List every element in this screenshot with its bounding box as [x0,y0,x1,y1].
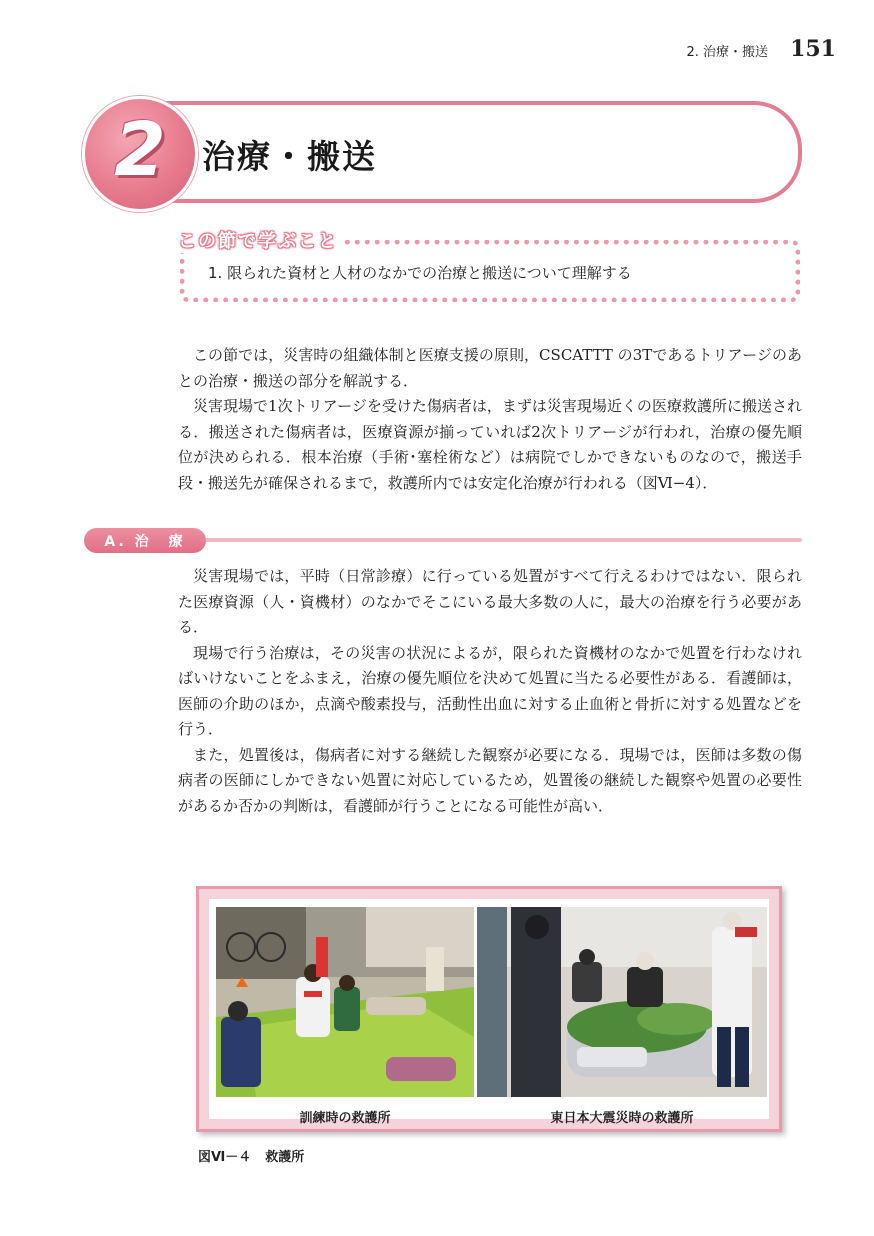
section-a-paragraph-2: 現場で行う治療は，その災害の状況によるが，限られた資機材のなかで処置を行わなければいけないことをふまえ，治療の優先順位を決めて処置に当たる必要性がある．看護師は，医師の介助のほか，点滴や酸素投与，活動性出血に対する止血術と骨折に対する処置などを行う． [178,643,802,738]
intro-paragraph-1: この節では，災害時の組織体制と医療支援の原則，CSCATTT の3Tであるトリアージのあとの治療・搬送の部分を解説する． [178,346,802,390]
section-a-text [178,564,802,819]
intro-paragraph-2: 災害現場で1次トリアージを受けた傷病者は，まずは災害現場近くの医療救護所に搬送される．搬送された傷病者は，医療資源が揃っていれば2次トリアージが行われ，治療の優先順位が決められる．根本治療（手術･塞栓術など）は病院でしかできないものなので，搬送手段・搬送先が確保されるまで，救護所内では安定化治療が行われる（図Ⅵ−4）． [178,397,802,492]
learning-objectives-label: この節で学ぶこと [178,227,342,253]
intro-text [178,343,802,496]
section-a-paragraph-3: また，処置後は，傷病者に対する継続した観察が必要になる．現場では，医師は多数の傷病者の医師にしかできない処置に対応しているため，処置後の継続した観察や処置の必要性があるか否かの判断は，看護師が行うことになる可能性が高い． [178,745,802,815]
chapter-number: 2 [114,107,166,193]
figure-panel [209,899,769,1126]
figure-caption [198,1146,304,1165]
chapter-banner [150,101,802,203]
learning-objective-item: 1. 限られた資材と人材のなかでの治療と搬送について理解する [208,264,632,282]
photo-earthquake-station [477,907,767,1097]
chapter-title: 治療・搬送 [202,137,377,176]
running-title: 2. 治療・搬送 [686,45,769,60]
chapter-number-badge [82,96,198,212]
figure-frame [196,886,782,1132]
photo-left-caption: 訓練時の救護所 [299,1111,391,1126]
page-number: 151 [790,36,836,62]
photo-training-station [216,907,474,1097]
figure-title: 救護所 [265,1150,305,1165]
section-a-paragraph-1: 災害現場では，平時（日常診療）に行っている処置がすべて行えるわけではない．限られた医療資源（人・資機材）のなかでそこにいる最大多数の人に，最大の治療を行う必要がある． [178,567,802,636]
running-header [687,36,836,62]
section-heading: A. 治 療 [84,528,206,553]
section-rule [200,538,802,542]
figure-label: 図Ⅵ－４ [198,1150,252,1165]
photo-right-caption: 東日本大震災時の救護所 [550,1111,694,1126]
